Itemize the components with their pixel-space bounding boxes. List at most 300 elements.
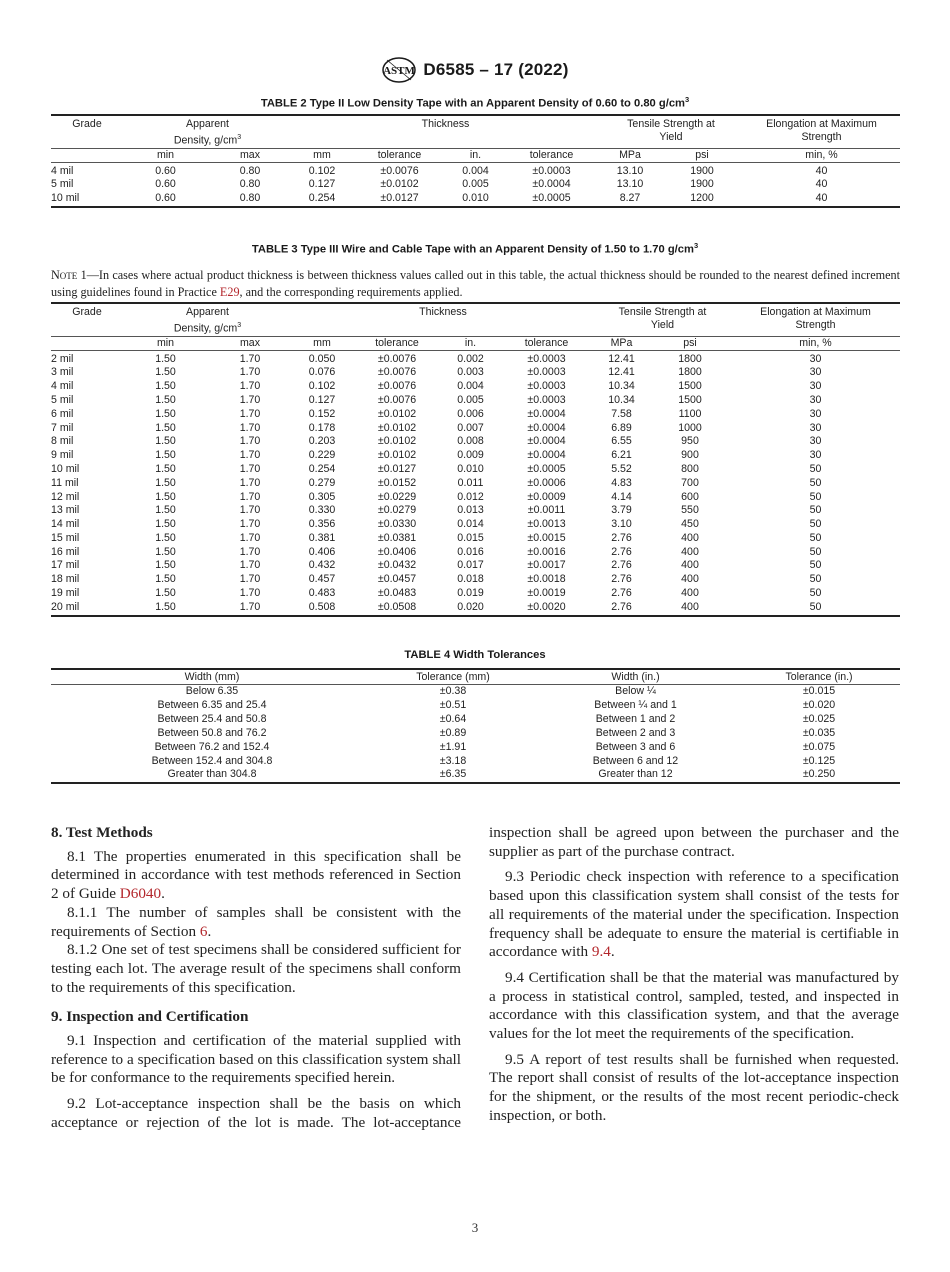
table-cell: 1800: [678, 366, 702, 379]
table-cell: 0.102: [308, 164, 336, 177]
table-cell: 1.50: [155, 407, 176, 420]
table-row: [51, 713, 900, 727]
header-elongation: Elongation at Maximum Strength: [743, 115, 900, 148]
table-cell: ±0.0152: [377, 476, 417, 489]
table-cell: 1.70: [239, 587, 261, 600]
table-cell: ±0.0102: [377, 435, 417, 448]
table4: [51, 668, 900, 784]
table-cell: 700: [681, 476, 699, 489]
table-cell: 30: [809, 366, 822, 379]
table-cell: 6.89: [611, 421, 632, 434]
table-cell: ±0.0508: [352, 601, 442, 616]
table-cell: ±0.0381: [377, 531, 417, 544]
subheader-psi: psi: [661, 148, 743, 162]
table-cell: ±6.35: [373, 768, 533, 783]
table-cell: 0.015: [457, 531, 484, 544]
table-cell: 0.010: [457, 462, 484, 475]
table-cell: 0.457: [308, 573, 336, 586]
table-cell: Below ¼: [615, 685, 656, 697]
table-cell: 10.34: [608, 380, 635, 393]
table-cell: ±0.0076: [377, 380, 417, 393]
table-cell: 1.50: [155, 393, 176, 406]
table-cell: 1.70: [239, 545, 261, 558]
header-width-in: Width (in.): [533, 669, 738, 685]
table-cell: ±0.0006: [527, 476, 566, 489]
table-cell: 400: [681, 587, 699, 600]
table-cell: 50: [809, 573, 822, 586]
left-column: [51, 824, 461, 1140]
table-cell: 0.102: [308, 380, 336, 393]
table-cell: 1.70: [239, 380, 261, 393]
link-d6040[interactable]: D6040: [119, 885, 162, 903]
table-row: [51, 162, 900, 178]
table-row: [51, 477, 900, 491]
table-cell: ±0.0483: [377, 587, 417, 600]
table-cell: Between 50.8 and 76.2: [157, 726, 267, 739]
table-cell: 50: [809, 490, 822, 503]
table-row: [51, 699, 900, 713]
table-cell: ±0.64: [439, 712, 467, 725]
table-cell: 5.52: [611, 462, 632, 475]
table-cell: ±0.0013: [527, 518, 566, 531]
table-cell: 1.50: [155, 435, 176, 448]
table-cell: 1.70: [239, 490, 261, 503]
table-cell: 1.50: [155, 559, 176, 572]
table-cell: 8.27: [599, 192, 661, 207]
table3-subheader-row: [51, 336, 900, 350]
table-cell: 1.50: [155, 490, 176, 503]
table-cell: 0.60: [155, 164, 176, 177]
table-cell: ±0.0076: [380, 164, 419, 177]
table-cell: 1.50: [155, 421, 176, 434]
table-cell: 19 mil: [51, 587, 80, 600]
table-cell: ±0.0102: [377, 421, 417, 434]
table-cell: 0.432: [308, 559, 336, 572]
table-row: [51, 559, 900, 573]
table-cell: ±0.0003: [527, 352, 566, 365]
table-cell: 16 mil: [51, 545, 80, 558]
table-cell: 12.41: [608, 366, 635, 379]
table2-title: TABLE 2 Type II Low Density Tape with an Apparent Density of 0.60 to 0.80 $g/cm^3$: [260, 95, 690, 110]
table-cell: 6.55: [611, 435, 632, 448]
table-cell: 13.10: [616, 164, 644, 177]
table-cell: ±0.0279: [377, 504, 417, 517]
table-cell: 7.58: [611, 407, 632, 420]
section-8-heading: 8. Test Methods: [51, 824, 153, 841]
table-cell: 2.76: [611, 531, 632, 544]
subheader-max: max: [208, 148, 292, 162]
table-cell: 1000: [678, 421, 702, 434]
table-cell: ±0.0020: [499, 601, 594, 616]
table-cell: 40: [815, 178, 828, 191]
table-row: [51, 394, 900, 408]
document-header: [0, 56, 950, 84]
table2-subheader-row: [51, 148, 900, 162]
table-cell: 1.70: [239, 559, 261, 572]
table-cell: 1.70: [239, 421, 261, 434]
note-label: Note 1: [51, 268, 87, 282]
table-cell: ±0.0004: [527, 407, 566, 420]
table-cell: 0.229: [308, 449, 336, 462]
table-cell: 0.254: [308, 462, 336, 475]
subheader-tolerance-in: tolerance: [504, 148, 599, 162]
table4-body: [51, 685, 900, 784]
table-cell: 6.21: [611, 449, 632, 462]
table-row: [51, 380, 900, 394]
table-cell: 3.10: [611, 518, 632, 531]
subheader-max: max: [208, 336, 292, 350]
table-cell: 0.254: [292, 192, 352, 207]
table-cell: 50: [809, 476, 822, 489]
table-cell: ±0.0229: [377, 490, 417, 503]
table-cell: ±0.125: [802, 754, 836, 767]
table-cell: 50: [809, 504, 822, 517]
header-density: Apparent Density, $g/cm^3$: [123, 115, 292, 148]
table-cell: 6 mil: [51, 407, 74, 420]
table-cell: 1.70: [239, 504, 261, 517]
table-cell: Between ¼ and 1: [594, 698, 677, 711]
table-cell: 0.009: [457, 449, 484, 462]
table-cell: ±0.015: [802, 685, 836, 697]
subheader-psi: psi: [649, 336, 731, 350]
table4-title: TABLE 4 Width Tolerances: [404, 649, 546, 661]
table-cell: ±0.0127: [352, 192, 447, 207]
header-grade: Grade: [51, 115, 123, 148]
table-cell: ±0.0330: [377, 518, 417, 531]
table-cell: 40: [743, 192, 900, 207]
subheader-mpa: MPa: [594, 336, 649, 350]
table-cell: 1.50: [155, 587, 176, 600]
table-cell: ±0.0005: [527, 462, 566, 475]
subheader-mm: mm: [292, 148, 352, 162]
table-row: [51, 422, 900, 436]
page-number: 3: [471, 1220, 479, 1235]
table-cell: 10 mil: [51, 462, 80, 475]
table-cell: 30: [809, 380, 822, 393]
table-cell: 15 mil: [51, 531, 80, 544]
table-cell: 5 mil: [51, 393, 74, 406]
header-tensile: Tensile Strength at Yield: [594, 303, 731, 336]
table-cell: ±0.0102: [377, 407, 417, 420]
table-cell: ±0.0076: [377, 393, 417, 406]
table-cell: Below 6.35: [185, 685, 239, 697]
table-cell: ±0.0003: [527, 393, 566, 406]
table-cell: 1.70: [239, 462, 261, 475]
table-cell: 0.005: [462, 178, 489, 191]
table2: [51, 114, 900, 208]
table-cell: 10 mil: [51, 192, 123, 207]
table-cell: 0.008: [457, 435, 484, 448]
table-row: [51, 178, 900, 192]
table-cell: 1.50: [155, 462, 176, 475]
table-cell: ±0.0127: [377, 462, 417, 475]
table-cell: 1.70: [239, 366, 261, 379]
table-cell: 1.70: [239, 476, 261, 489]
table-cell: 0.006: [457, 407, 484, 420]
table-cell: ±0.250: [738, 768, 900, 783]
table3: [51, 302, 900, 617]
table-cell: 2.76: [611, 559, 632, 572]
table-cell: Greater than 12: [533, 768, 738, 783]
link-section-6[interactable]: 6: [199, 922, 208, 940]
table-cell: ±3.18: [439, 754, 467, 767]
table-row: [51, 435, 900, 449]
subheader-tolerance-in: tolerance: [499, 336, 594, 350]
table3-title: TABLE 3 Type III Wire and Cable Tape with an Apparent Density of 1.50 to 1.70 $g/cm^3$: [251, 241, 699, 256]
table3-note: Note 1—In cases where actual product thickness is between thickness values called out in this table, the actual thickness should be rounded to the nearest defined increment using guidelines found in Practice E29, and the corresponding requirements applied.: [51, 268, 901, 299]
table-cell: 50: [809, 531, 822, 544]
table-cell: 0.60: [155, 178, 176, 191]
table-cell: ±0.0004: [527, 449, 566, 462]
table-row: [51, 192, 900, 207]
table-cell: 3 mil: [51, 366, 74, 379]
table-cell: 0.356: [308, 518, 336, 531]
table-cell: ±0.0004: [527, 435, 566, 448]
table-cell: 7 mil: [51, 421, 74, 434]
table-cell: ±0.0004: [532, 178, 571, 191]
table-cell: 0.80: [239, 178, 261, 191]
table-cell: 50: [809, 559, 822, 572]
subheader-mm: mm: [292, 336, 352, 350]
table-cell: 1.50: [155, 476, 176, 489]
table-cell: 0.152: [308, 407, 336, 420]
table-cell: 2.76: [611, 545, 632, 558]
table-cell: 12 mil: [51, 490, 80, 503]
table-cell: 900: [681, 449, 699, 462]
table-cell: 0.050: [308, 352, 336, 365]
header-tolerance-mm: Tolerance (mm): [373, 669, 533, 685]
table-cell: 1.50: [155, 352, 176, 365]
table-cell: ±0.0076: [377, 352, 417, 365]
right-column: [489, 824, 899, 1133]
table-cell: 0.005: [457, 393, 484, 406]
table-cell: ±0.020: [802, 698, 836, 711]
table-cell: 1.70: [239, 518, 261, 531]
table-cell: 50: [809, 545, 822, 558]
table-cell: Between 152.4 and 304.8: [151, 754, 273, 767]
table-cell: 5 mil: [51, 178, 74, 191]
header-elongation: Elongation at Maximum Strength: [731, 303, 900, 336]
table-cell: 400: [681, 573, 699, 586]
astm-logo-icon: [381, 56, 417, 84]
table-row: [51, 601, 900, 616]
table-cell: Greater than 304.8: [51, 768, 373, 783]
table-cell: ±0.0102: [380, 178, 419, 191]
table-row: [51, 350, 900, 366]
table-cell: Between 25.4 and 50.8: [157, 712, 267, 725]
table-row: [51, 491, 900, 505]
table-cell: 0.203: [308, 435, 336, 448]
link-9-4[interactable]: 9.4: [591, 943, 611, 961]
table-cell: 9 mil: [51, 449, 74, 462]
table-cell: 50: [809, 462, 822, 475]
table-cell: 550: [681, 504, 699, 517]
table-cell: 3.79: [611, 504, 632, 517]
table-cell: ±0.0015: [527, 531, 566, 544]
table-cell: 1500: [678, 380, 702, 393]
table-cell: 0.076: [308, 366, 336, 379]
subheader-in: in.: [447, 148, 504, 162]
table-cell: 0.007: [457, 421, 484, 434]
table-cell: 1.70: [239, 352, 261, 365]
table-cell: Between 1 and 2: [595, 712, 676, 725]
table-cell: Between 2 and 3: [595, 726, 676, 739]
table-row: [51, 755, 900, 769]
table-cell: 0.305: [308, 490, 336, 503]
table-cell: 1100: [678, 407, 702, 420]
table-cell: 0.330: [308, 504, 336, 517]
table-row: [51, 518, 900, 532]
table-cell: 50: [731, 601, 900, 616]
table-cell: ±0.0011: [527, 504, 566, 517]
table-row: [51, 768, 900, 783]
table-cell: 4 mil: [51, 380, 74, 393]
svg-text:ASTM: ASTM: [383, 65, 416, 77]
table-cell: 1.50: [155, 545, 176, 558]
table-cell: 1.50: [155, 366, 176, 379]
table-cell: ±0.035: [802, 726, 836, 739]
table-cell: 30: [809, 435, 822, 448]
table-cell: 14 mil: [51, 518, 80, 531]
table-cell: ±0.0406: [377, 545, 417, 558]
table-cell: 950: [681, 435, 699, 448]
subheader-in: in.: [442, 336, 499, 350]
table-row: [51, 685, 900, 699]
table-cell: 1.70: [239, 573, 261, 586]
table-row: [51, 504, 900, 518]
paragraph-9-4: 9.4 Certification shall be that the material was manufactured by a process in statistical control, sampled, tested, and inspected in accordance with this classification system, and that the average values for the lot meet the requirements of the specification.: [489, 968, 899, 1043]
table-cell: 0.018: [457, 573, 484, 586]
table-cell: 50: [809, 587, 822, 600]
table-cell: 4.14: [611, 490, 632, 503]
table-cell: 1.70: [239, 435, 261, 448]
table-row: [51, 408, 900, 422]
table-cell: ±0.0457: [377, 573, 417, 586]
subheader-min-percent: min, %: [731, 336, 900, 350]
table-row: [51, 449, 900, 463]
table-cell: 800: [681, 462, 699, 475]
table-cell: 30: [809, 393, 822, 406]
table-cell: 1800: [678, 352, 702, 365]
table-cell: 13.10: [616, 178, 644, 191]
table-cell: 20 mil: [51, 601, 123, 616]
header-density: Apparent Density, $g/cm^3$: [123, 303, 292, 336]
table-cell: 400: [649, 601, 731, 616]
table-cell: 1.50: [155, 504, 176, 517]
table-cell: 11 mil: [51, 476, 79, 489]
table-cell: ±0.075: [802, 740, 836, 753]
table-cell: 8 mil: [51, 435, 74, 448]
table-cell: ±0.0004: [527, 421, 566, 434]
table-cell: 0.017: [457, 559, 484, 572]
table-row: [51, 546, 900, 560]
table-cell: ±0.025: [802, 712, 836, 725]
table-cell: 13 mil: [51, 504, 80, 517]
subheader-mpa: MPa: [599, 148, 661, 162]
table-cell: 40: [815, 164, 828, 177]
table-cell: 0.279: [308, 476, 336, 489]
paragraph-9-2-cont: inspection shall be agreed upon between the purchaser and the supplier as part of the purchase contract.: [489, 824, 899, 860]
table-cell: ±0.0018: [527, 573, 566, 586]
subheader: [51, 336, 123, 350]
table3-body: [51, 350, 900, 616]
table-cell: ±0.89: [439, 726, 467, 739]
table-cell: ±1.91: [439, 740, 467, 753]
table-cell: 400: [681, 559, 699, 572]
table-row: [51, 366, 900, 380]
table-row: [51, 463, 900, 477]
table-cell: 2.76: [594, 601, 649, 616]
table-cell: 4 mil: [51, 164, 74, 177]
table-cell: 1900: [690, 178, 714, 191]
table-cell: 30: [809, 449, 822, 462]
table-row: [51, 727, 900, 741]
table-cell: 1.50: [155, 531, 176, 544]
header-grade: Grade: [51, 303, 123, 336]
table-cell: 0.019: [457, 587, 484, 600]
table-row: [51, 741, 900, 755]
table-cell: Between 3 and 6: [595, 740, 676, 753]
table-cell: ±0.0003: [527, 380, 566, 393]
table-cell: 2.76: [611, 587, 632, 600]
table-cell: Between 6 and 12: [592, 754, 679, 767]
subheader-min: min: [123, 336, 208, 350]
table-cell: 0.020: [442, 601, 499, 616]
table-cell: 1.50: [155, 449, 176, 462]
table-cell: 30: [809, 352, 822, 365]
table-cell: 50: [809, 518, 822, 531]
table-cell: 0.178: [308, 421, 336, 434]
table-cell: 12.41: [608, 352, 635, 365]
table-cell: 0.127: [308, 178, 336, 191]
section-9-heading: 9. Inspection and Certification: [51, 1008, 249, 1026]
paragraph-9-2-start: 9.2 Lot-acceptance inspection shall be the basis on which acceptance or rejection of the lot is made. The lot-acceptance: [51, 1095, 461, 1131]
table-cell: 1.70: [239, 531, 261, 544]
table-cell: 17 mil: [51, 559, 80, 572]
table-cell: 400: [681, 531, 699, 544]
subheader-min: min: [123, 148, 208, 162]
table-cell: 0.406: [308, 545, 336, 558]
table-cell: 1200: [661, 192, 743, 207]
table-cell: ±0.0019: [527, 587, 566, 600]
table-row: [51, 573, 900, 587]
table-cell: 30: [809, 421, 822, 434]
subheader: [51, 148, 123, 162]
paragraph-9-5: 9.5 A report of test results shall be furnished when requested. The report shall consist of results of the lot-acceptance inspection for the shipment, or the results of the most recent periodic-check inspection, or both.: [489, 1050, 899, 1124]
table-cell: 10.34: [608, 393, 635, 406]
table-cell: ±0.38: [439, 685, 467, 697]
table-cell: 0.011: [457, 476, 484, 489]
table-cell: 1.50: [155, 573, 176, 586]
link-e29[interactable]: E29: [219, 284, 240, 299]
table-cell: 0.127: [308, 393, 336, 406]
table-cell: 1.70: [239, 407, 261, 420]
table-cell: 0.60: [123, 192, 208, 207]
table-cell: 30: [809, 407, 822, 420]
table-cell: 1.70: [239, 393, 261, 406]
table-cell: ±0.51: [439, 698, 467, 711]
paragraph-9-3: 9.3 Periodic check inspection with reference to a specification based upon this classification system shall consist of the tests for all requirements of the material under the specification. Inspection frequency shall be adequate to ensure the material is certifiable in accordance with 9.4.: [489, 868, 899, 961]
table-cell: 0.002: [457, 352, 484, 365]
table-cell: 0.381: [308, 531, 336, 544]
table-cell: 0.004: [457, 380, 484, 393]
table-cell: 1.70: [208, 601, 292, 616]
header-tensile: Tensile Strength at Yield: [599, 115, 743, 148]
header-width-mm: Width (mm): [51, 669, 373, 685]
paragraph-9-1: 9.1 Inspection and certification of the material supplied with reference to a specification based on this classification system shall be for conformance to the requirements specified herein.: [51, 1032, 461, 1087]
table-cell: ±0.0009: [527, 490, 566, 503]
header-thickness: Thickness: [292, 303, 594, 336]
